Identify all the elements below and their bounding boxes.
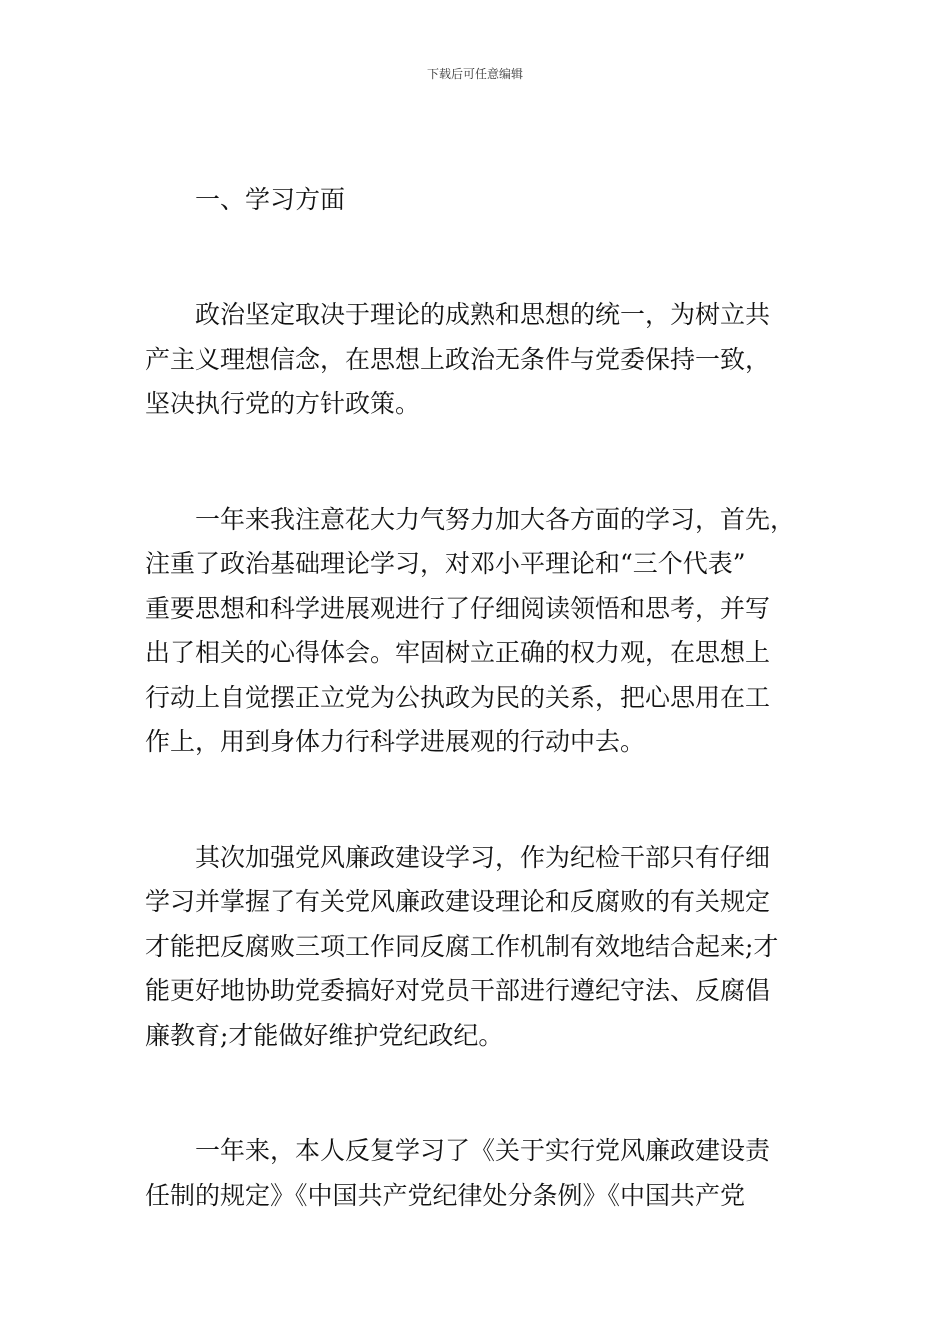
section-heading: 一、学习方面: [195, 185, 346, 214]
paragraph-line: 作上，用到身体力行科学进展观的行动中去。: [145, 727, 646, 756]
paragraph-1: [145, 293, 813, 427]
paragraph-line: 一年来，本人反复学习了《关于实行党风廉政建设责: [195, 1136, 771, 1165]
paragraph-line: 其次加强党风廉政建设学习，作为纪检干部只有仔细: [195, 842, 771, 872]
paragraph-line: 廉教育;才能做好维护党纪政纪。: [145, 1020, 504, 1050]
paragraph-line: 任制的规定》《中国共产党纪律处分条例》《中国共产党: [145, 1180, 746, 1210]
paragraph-line: 坚决执行党的方针政策。: [145, 389, 421, 418]
paragraph-line: 一年来我注意花大力气努力加大各方面的学习，首先，: [195, 504, 796, 534]
paragraph-2: [145, 498, 813, 765]
paragraph-line: 产主义理想信念，在思想上政治无条件与党委保持一致，: [145, 344, 771, 374]
document-body: [145, 178, 813, 1218]
paragraph-4: [145, 1129, 813, 1218]
paragraph-line: 重要思想和科学进展观进行了仔细阅读领悟和思考，并写: [145, 593, 771, 623]
paragraph-line: 才能把反腐败三项工作同反腐工作机制有效地结合起来;才: [145, 931, 779, 961]
paragraph-line: 行动上自觉摆正立党为公执政为民的关系，把心思用在工: [145, 682, 771, 712]
paragraph-line: 注重了政治基础理论学习，对邓小平理论和“三个代表”: [145, 549, 746, 578]
page-header-note: 下载后可任意编辑: [426, 67, 523, 81]
paragraph-line: 出了相关的心得体会。牢固树立正确的权力观，在思想上: [145, 638, 771, 667]
paragraph-line: 学习并掌握了有关党风廉政建设理论和反腐败的有关规定: [145, 887, 771, 916]
paragraph-line: 能更好地协助党委搞好对党员干部进行遵纪守法、反腐倡: [145, 976, 771, 1005]
paragraph-3: [145, 836, 813, 1059]
paragraph-line: 政治坚定取决于理论的成熟和思想的统一，为树立共: [195, 300, 771, 329]
